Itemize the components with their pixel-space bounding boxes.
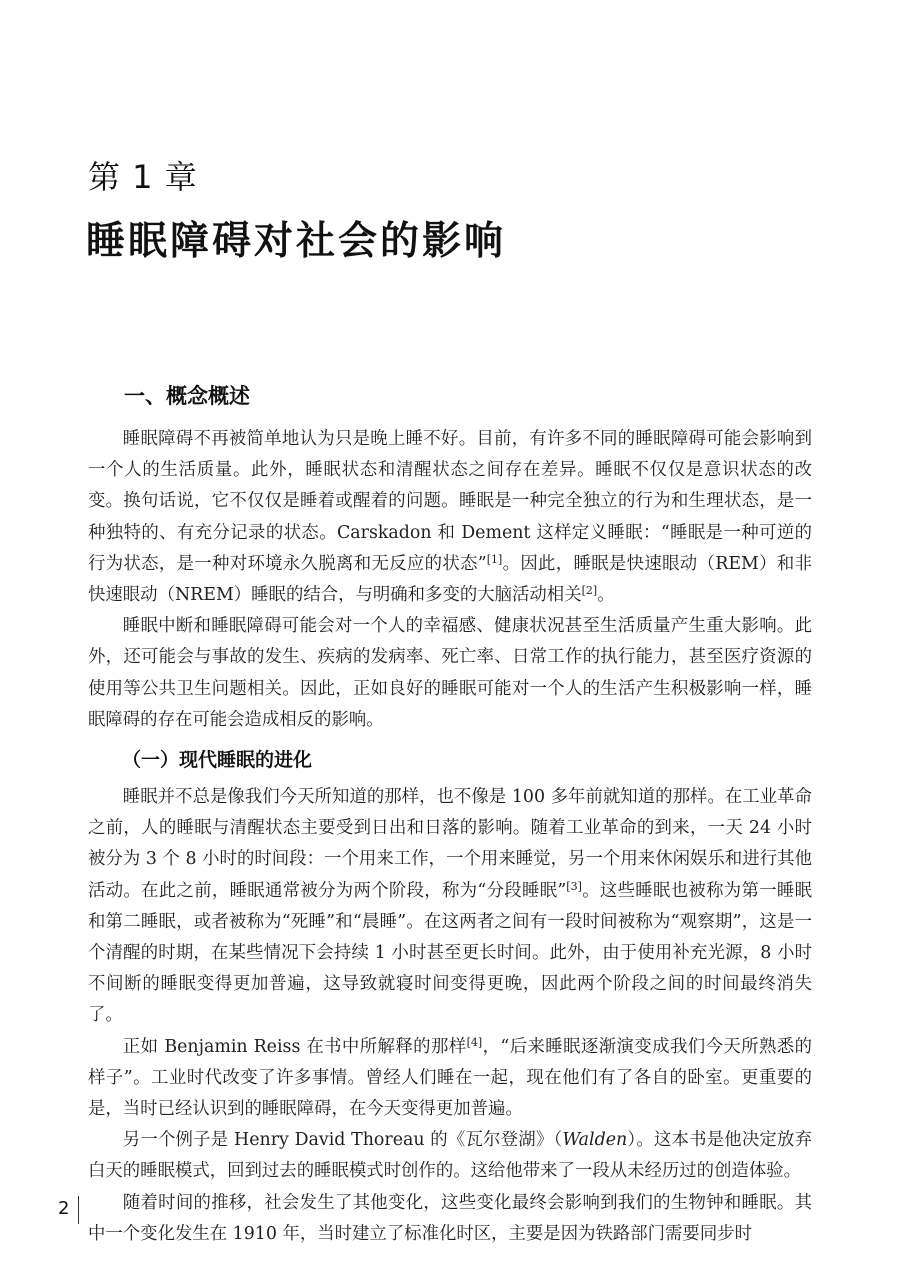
text-run: ，“后来睡眠逐渐演变成我们今天所熟悉的样子”。工业时代改变了许多事情。曾经人们睡在一起，现在他们有了各自的卧室。更重要的是，当时已经认识到的睡眠障碍，在今天变得更加普遍。	[88, 1036, 812, 1120]
paragraph	[88, 1032, 812, 1126]
text-run: 另一个例子是 Henry David Thoreau 的《瓦尔登湖》（	[122, 1130, 563, 1151]
citation-ref: [2]	[581, 584, 598, 598]
section-heading: 一、概念概述	[124, 384, 250, 408]
text-run: 睡眠并不总是像我们今天所知道的那样，也不像是 100 多年前就知道的那样。在工业革命之前，人的睡眠与清醒状态主要受到日出和日落的影响。随着工业革命的到来，一天 24 小时被分为 3 个 8 小时的时间段：一个用来工作，一个用来睡觉，另一个用来休闲娱乐和进行其他活动。在此之前，睡眠通常被分为两个阶段，称为“分段睡眠”	[88, 787, 812, 901]
citation-ref: [1]	[486, 552, 503, 566]
text-run: 。因此，睡眠是快速眼动（REM）和非快速眼动（NREM）睡眠的结合，与明确和多变的大脑活动相关	[88, 553, 812, 606]
citation-ref: [4]	[466, 1035, 483, 1049]
text-run: 正如 Benjamin Reiss 在书中所解释的那样	[122, 1036, 467, 1057]
page-number-divider	[78, 1196, 79, 1224]
paragraph	[88, 782, 812, 1032]
citation-ref: [3]	[566, 879, 582, 893]
text-run: 睡眠障碍不再被简单地认为只是晚上睡不好。目前，有许多不同的睡眠障碍可能会影响到一个人的生活质量。此外，睡眠状态和清醒状态之间存在差异。睡眠不仅仅是意识状态的改变。换句话说，它不仅仅是睡着或醒着的问题。睡眠是一种完全独立的行为和生理状态，是一种独特的、有充分记录的状态。Carskadon 和 Dement 这样定义睡眠：“睡眠是一种可逆的行为状态，是一种对环境永久脱离和无反应的状态”	[88, 429, 812, 574]
paragraph	[88, 1125, 812, 1187]
chapter-label: 第 1 章	[88, 158, 198, 196]
subsection-heading: （一）现代睡眠的进化	[122, 749, 313, 772]
text-run: 。	[597, 585, 615, 606]
paragraph: 随着时间的推移，社会发生了其他变化，这些变化最终会影响到我们的生物钟和睡眠。其中一个变化发生在 1910 年，当时建立了标准化时区，主要是因为铁路部门需要同步时	[88, 1192, 812, 1244]
chapter-title: 睡眠障碍对社会的影响	[86, 219, 507, 264]
book-title-italic: Walden	[562, 1130, 628, 1151]
paragraph: 睡眠中断和睡眠障碍可能会对一个人的幸福感、健康状况甚至生活质量产生重大影响。此外，还可能会与事故的发生、疾病的发病率、死亡率、日常工作的执行能力，甚至医疗资源的使用等公共卫生问题相关。因此，正如良好的睡眠可能对一个人的生活产生积极影响一样，睡眠障碍的存在可能会造成相反的影响。	[88, 616, 812, 730]
body-text	[88, 376, 812, 1250]
text-run: 。这些睡眠也被称为第一睡眠和第二睡眠，或者被称为“死睡”和“晨睡”。在这两者之间有一段时间被称为“观察期”，这是一个清醒的时期，在某些情况下会持续 1 小时甚至更长时间。此外，由于使用补充光源，8 小时不间断的睡眠变得更加普遍，这导致就寝时间变得更晚，因此两个阶段之间的时间最终消失了。	[88, 880, 812, 1026]
paragraph	[88, 424, 812, 611]
page-number: 2	[58, 1198, 70, 1219]
text-run: ）。这本书是他决定放弃白天的睡眠模式，回到过去的睡眠模式时创作的。这给他带来了一段从未经历过的创造体验。	[88, 1130, 813, 1182]
